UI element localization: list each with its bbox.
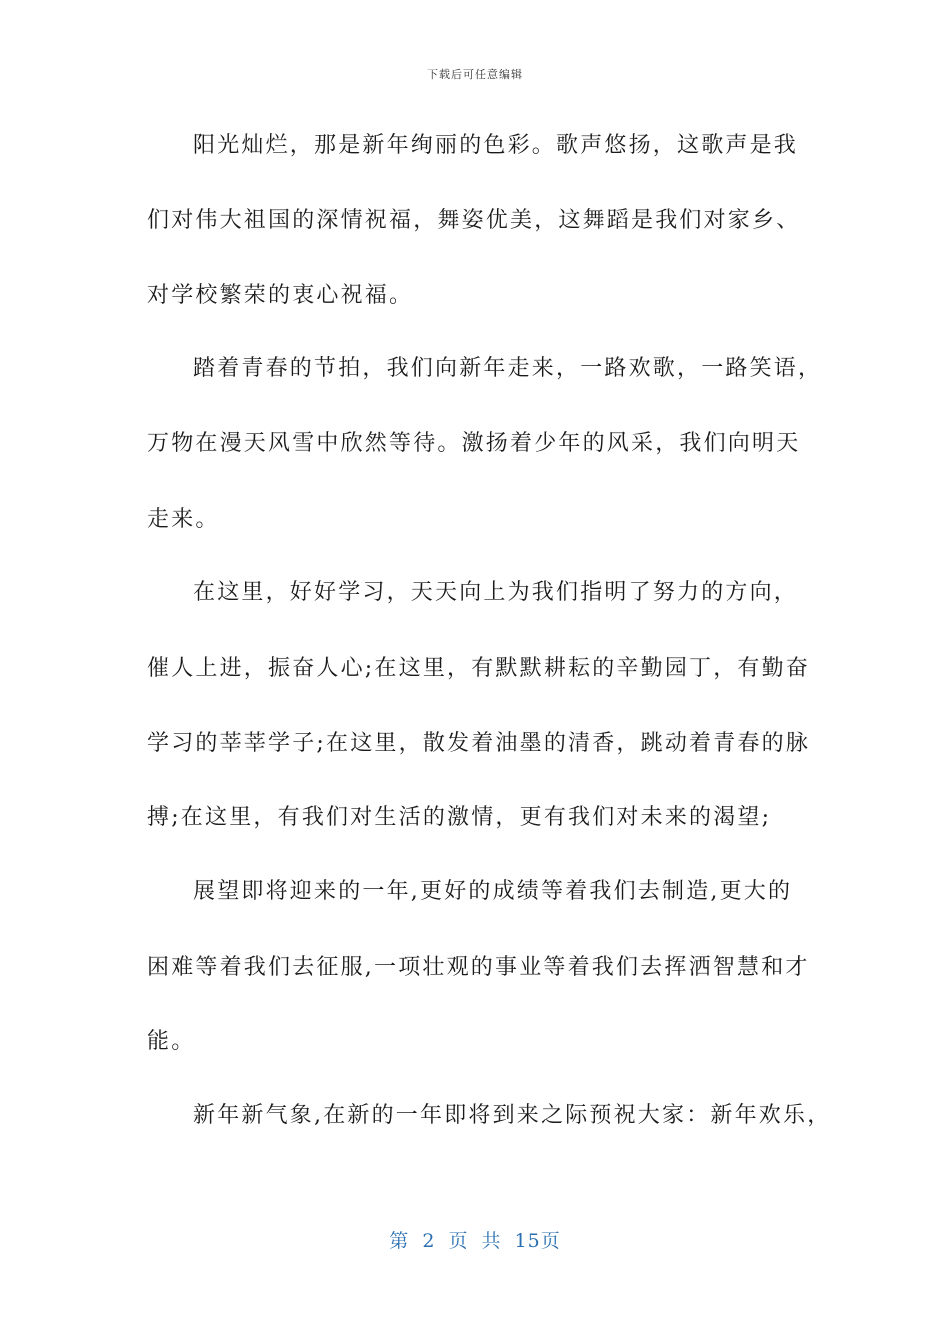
text-line: 万物在漫天风雪中欣然等待。激扬着少年的风采，我们向明天 bbox=[147, 431, 801, 456]
text-line: 新年新气象,在新的一年即将到来之际预祝大家：新年欢乐， bbox=[193, 1103, 832, 1128]
text-line: 困难等着我们去征服,一项壮观的事业等着我们去挥洒智慧和才 bbox=[147, 955, 810, 980]
text-line: 催人上进，振奋人心;在这里，有默默耕耘的辛勤园丁，有勤奋 bbox=[147, 656, 811, 681]
text-line: 对学校繁荣的衷心祝福。 bbox=[147, 283, 414, 308]
text-line: 阳光灿烂，那是新年绚丽的色彩。歌声悠扬，这歌声是我 bbox=[193, 133, 799, 158]
header-note: 下载后可任意编辑 bbox=[427, 68, 523, 81]
page-number: 第 2 页 共 15页 bbox=[389, 1230, 561, 1252]
text-line: 在这里，好好学习，天天向上为我们指明了努力的方向， bbox=[193, 580, 799, 605]
text-line: 展望即将迎来的一年,更好的成绩等着我们去制造,更大的 bbox=[193, 879, 793, 904]
text-line: 踏着青春的节拍，我们向新年走来，一路欢歌，一路笑语， bbox=[193, 356, 823, 381]
text-line: 学习的莘莘学子;在这里，散发着油墨的清香，跳动着青春的脉 bbox=[147, 731, 811, 756]
text-line: 走来。 bbox=[147, 507, 220, 532]
text-line: 能。 bbox=[147, 1029, 196, 1054]
text-line: 搏;在这里，有我们对生活的激情，更有我们对未来的渴望; bbox=[147, 805, 772, 830]
text-line: 们对伟大祖国的深情祝福，舞姿优美，这舞蹈是我们对家乡、 bbox=[147, 208, 801, 233]
